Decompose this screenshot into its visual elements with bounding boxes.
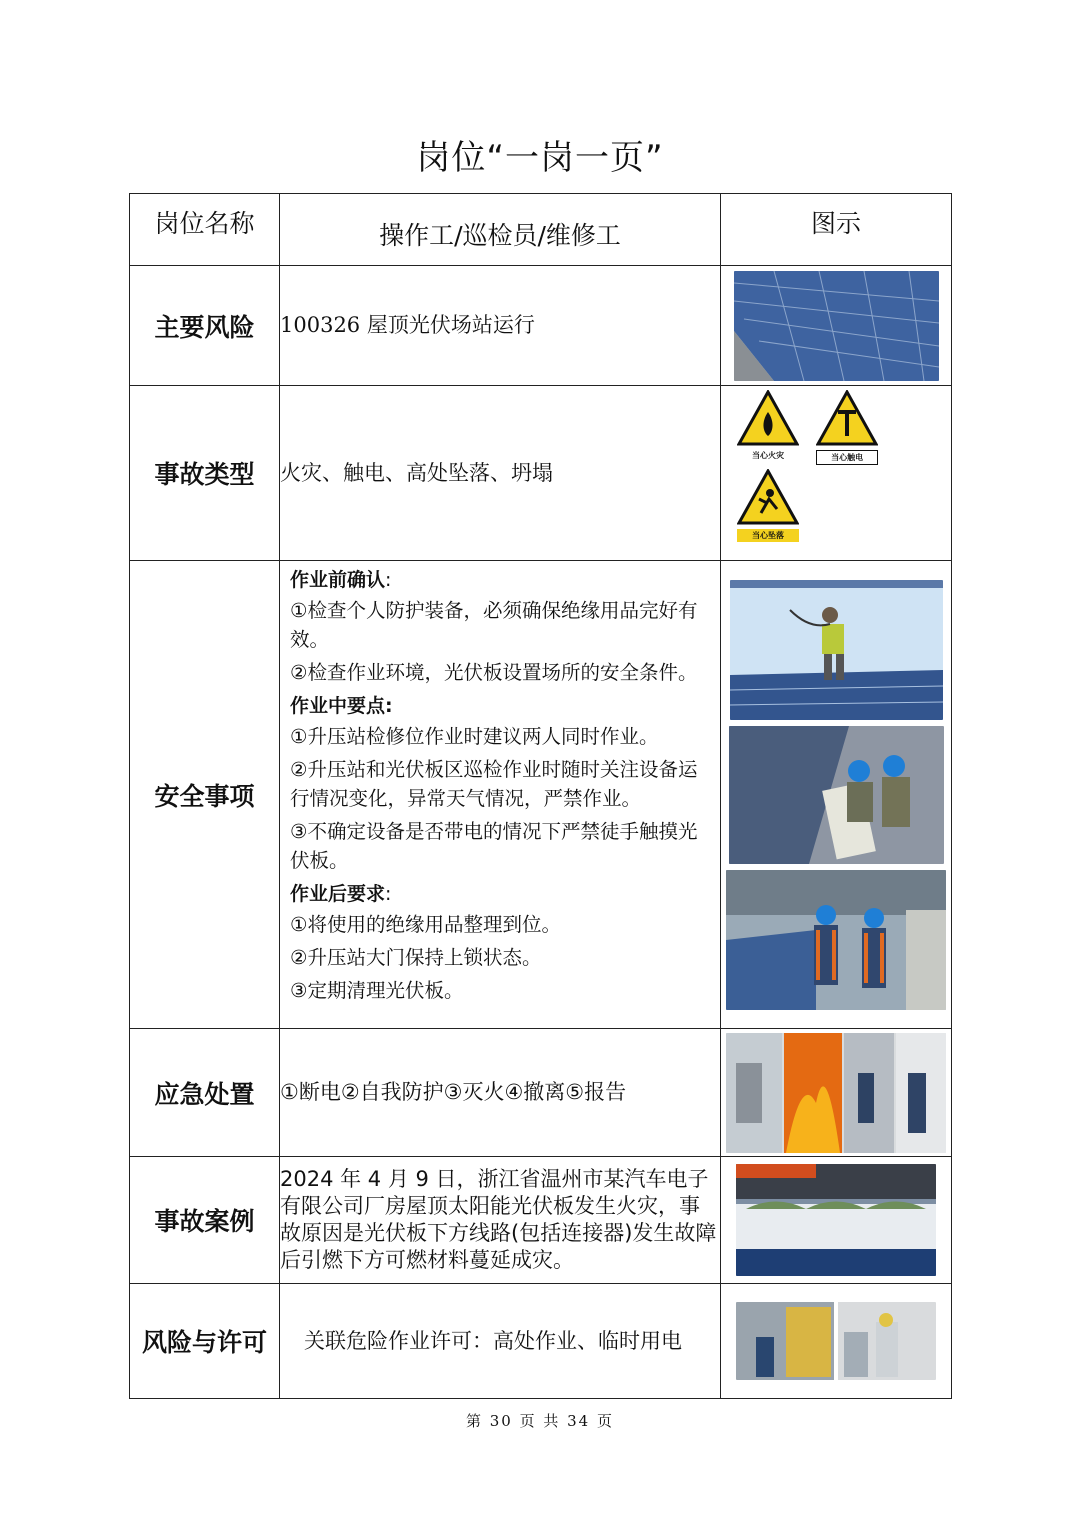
after-item-1: ①将使用的绝缘用品整理到位。 <box>290 913 561 936</box>
label-main-risk: 主要风险 <box>130 266 280 386</box>
electric-warning-icon <box>816 390 878 446</box>
during-item-1: ①升压站检修位作业时建议两人同时作业。 <box>290 725 659 748</box>
before-work-heading <box>290 565 710 592</box>
workers-substation-image <box>726 870 946 1010</box>
label-accident-type: 事故类型 <box>130 386 280 561</box>
before-work-heading-colon: : <box>385 569 392 591</box>
row-safety-items <box>130 561 952 1029</box>
value-emergency: ①断电②自我防护③灭火④撤离⑤报告 <box>280 1029 721 1157</box>
after-work-heading-text: 作业后要求 <box>290 883 386 905</box>
after-item-2: ②升压站大门保持上锁状态。 <box>290 946 542 969</box>
fire-sign-label: 当心火灾 <box>752 451 784 460</box>
value-accident-type: 火灾、触电、高处坠落、坍塌 <box>280 386 721 561</box>
safety-images <box>721 561 952 1029</box>
row-accident-type <box>130 386 952 561</box>
permit-work-image <box>736 1302 936 1380</box>
label-accident-case: 事故案例 <box>130 1157 280 1284</box>
safety-content <box>280 561 721 1029</box>
factory-fire-image <box>736 1164 936 1276</box>
after-work-heading <box>290 879 710 906</box>
value-accident-case: 2024 年 4 月 9 日，浙江省温州市某汽车电子有限公司厂房屋顶太阳能光伏板发生火灾，事故原因是光伏板下方线路(包括连接器)发生故障后引燃下方可燃材料蔓延成灾。 <box>280 1157 721 1284</box>
during-item-3: ③不确定设备是否带电的情况下严禁徒手触摸光伏板。 <box>290 820 698 872</box>
header-illustration: 图示 <box>721 194 952 266</box>
value-risk-permit: 关联危险作业许可：高处作业、临时用电 <box>280 1284 721 1399</box>
fall-warning-icon <box>737 469 799 525</box>
electric-warning-sign <box>816 390 878 465</box>
label-risk-permit: 风险与许可 <box>130 1284 280 1399</box>
row-risk-permit <box>130 1284 952 1399</box>
emergency-images <box>721 1029 952 1157</box>
header-row <box>130 194 952 266</box>
row-main-risk <box>130 266 952 386</box>
value-main-risk: 100326 屋顶光伏场站运行 <box>280 266 721 386</box>
worker-on-roof-image <box>730 580 943 720</box>
image-solar-panels <box>721 266 952 386</box>
label-safety-items: 安全事项 <box>130 561 280 1029</box>
warning-signs <box>721 386 952 561</box>
header-position-value: 操作工/巡检员/维修工 <box>280 194 721 266</box>
during-item-2: ②升压站和光伏板区巡检作业时随时关注设备运行情况变化，异常天气情况，严禁作业。 <box>290 758 698 810</box>
during-work-heading: 作业中要点: <box>290 695 393 717</box>
label-emergency: 应急处置 <box>130 1029 280 1157</box>
page-title: 岗位“一岗一页” <box>416 138 664 178</box>
electric-sign-label: 当心触电 <box>816 450 878 465</box>
fall-warning-sign <box>737 469 799 542</box>
solar-panel-image <box>734 271 939 381</box>
emergency-response-image <box>726 1033 946 1153</box>
before-item-2: ②检查作业环境，光伏板设置场所的安全条件。 <box>290 661 698 684</box>
fire-warning-icon <box>737 390 799 446</box>
permit-images <box>721 1284 952 1399</box>
job-safety-table <box>129 193 952 1399</box>
fall-sign-label: 当心坠落 <box>737 529 799 542</box>
after-item-3: ③定期清理光伏板。 <box>290 979 464 1002</box>
workers-inspection-image <box>729 726 944 864</box>
header-position-name: 岗位名称 <box>130 194 280 266</box>
fire-warning-sign <box>737 390 799 461</box>
after-work-heading-colon: : <box>385 883 392 905</box>
row-emergency <box>130 1029 952 1157</box>
accident-case-image-cell <box>721 1157 952 1284</box>
before-item-1: ①检查个人防护装备，必须确保绝缘用品完好有效。 <box>290 599 698 651</box>
row-accident-case <box>130 1157 952 1284</box>
before-work-heading-text: 作业前确认 <box>290 569 386 591</box>
page-number: 第 30 页 共 34 页 <box>465 1412 614 1430</box>
